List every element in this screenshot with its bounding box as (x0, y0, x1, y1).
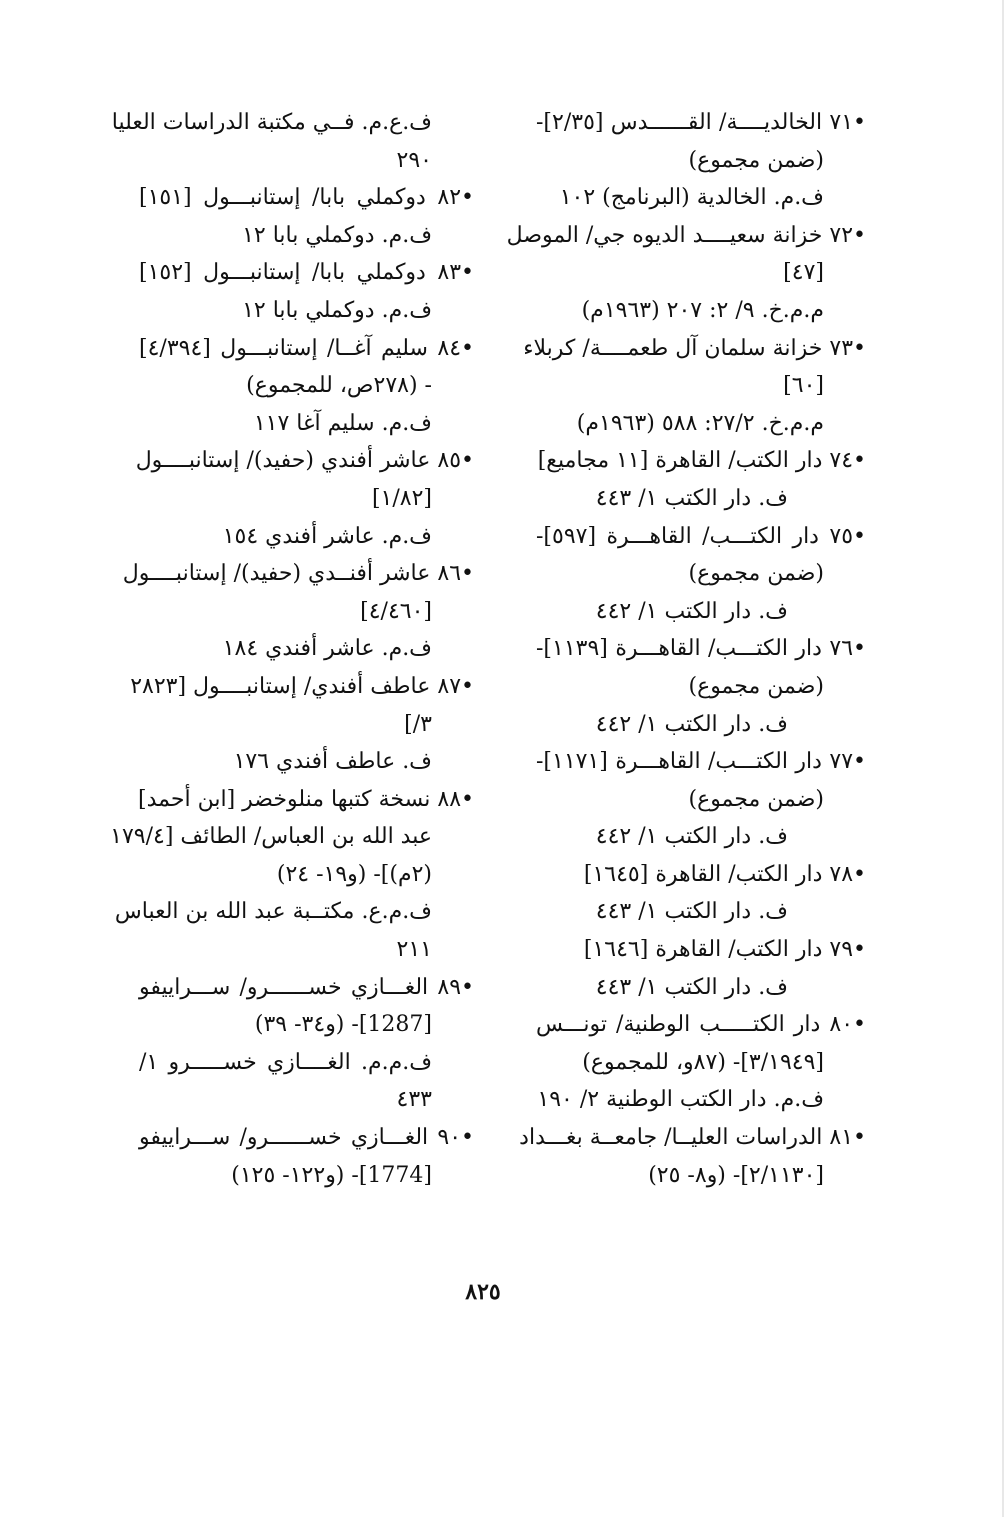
right-column-line: [٦٠] (783, 373, 824, 399)
left-column-line: - (٢٧٨ص، للمجموع) (246, 373, 432, 399)
right-column-line: ف. دار الكتب ١/ ٤٤٣ (595, 899, 788, 925)
left-column-line: (٢م)]- (و١٩- ٢٤) (276, 861, 432, 887)
left-column-line: ٣/] (404, 711, 432, 737)
right-column-line: •٧٤ دار الكتب/ القاهرة [١١ مجاميع] (537, 448, 866, 474)
left-column-line: •٨٨ نسخة كتبها منلوخضر [ابن أحمد] (138, 786, 474, 812)
left-column-line: •٨٧ عاطف أفندي/ إستانبــــول [٢٨٢٣ (130, 673, 474, 699)
right-column-line: •٧١ الخالديــــة/ القــــــدس [٢/٣٥]- (536, 110, 866, 135)
right-column-line: •٨٠ دار الكتـــــب الوطنية/ تونـــس (536, 1012, 866, 1038)
left-column-line: [٤/٤٦٠] (360, 598, 432, 624)
right-column-line: م.م.خ. ٩/ ٢: ٢٠٧ (١٩٦٣م) (581, 297, 824, 323)
left-column-line: عبد الله بن العباس/ الطائف [١٧٩/٤ (110, 824, 432, 850)
right-column-line: ف. دار الكتب ١/ ٤٤٣ (595, 485, 788, 511)
left-column-line: ف.م. عاشر أفندي ١٨٤ (222, 636, 432, 662)
left-column-line: •٨٣ دوكملي بابا/ إستانبـــول [١٥٢] (139, 260, 474, 286)
left-column-line: [1287]- (و٣٤- ٣٩) (254, 1012, 432, 1038)
left-column-line: ٤٣٣ (396, 1087, 432, 1113)
right-column-line: •٧٢ خزانة سعيــــد الديوه جي/ الموصل (506, 222, 866, 248)
scan-edge-shadow (1002, 0, 1004, 1517)
right-column-line: (ضمن مجموع) (688, 147, 824, 173)
right-column-line: [٣/١٩٤٩]- (٨٧و، للمجموع) (582, 1049, 824, 1075)
left-column-line: ف.م. سليم آغا ١١٧ (253, 410, 432, 436)
right-column-line: ف.م. الخالدية (البرنامج) ١٠٢ (559, 185, 824, 211)
right-column-line: (ضمن مجموع) (688, 786, 824, 812)
left-column (110, 104, 474, 1194)
left-column-line: [1774]- (و١٢٢- ١٢٥) (231, 1162, 432, 1188)
left-column-line: ف.م. عاشر أفندي ١٥٤ (222, 523, 432, 549)
right-column-line: •٧٨ دار الكتب/ القاهرة [١٦٤٥] (583, 861, 866, 887)
right-column-line: •٧٩ دار الكتب/ القاهرة [١٦٤٦] (583, 937, 866, 963)
right-column-line: ف. دار الكتب ١/ ٤٤٣ (595, 974, 788, 1000)
left-column-line: •٨٤ سليم آغــا/ إستانبـــول [٤/٣٩٤] (139, 335, 474, 361)
right-column-line: [٢/١١٣٠]- (و٨- ٢٥) (648, 1162, 824, 1188)
right-column-line: •٧٧ دار الكتـــب/ القاهـــرة [١١٧١]- (536, 749, 866, 775)
right-column-line: ف.م. دار الكتب الوطنية ٢/ ١٩٠ (537, 1087, 824, 1113)
left-column-line: [١/٨٢] (371, 485, 432, 511)
left-column-line: ف.م.م. الغــــازي خســـــرو ١/ (139, 1049, 432, 1075)
right-column-line: •٧٦ دار الكتـــب/ القاهـــرة [١١٣٩]- (536, 636, 866, 662)
right-column-line: م.م.خ. ٢٧/٢: ٥٨٨ (١٩٦٣م) (576, 410, 824, 436)
left-column-line: ف.م. دوكملي بابا ١٢ (242, 297, 432, 323)
left-column-line: ف.م. دوكملي بابا ١٢ (242, 222, 432, 248)
right-column-line: ف. دار الكتب ١/ ٤٤٢ (595, 711, 788, 737)
left-column-line: ف. عاطف أفندي ١٧٦ (233, 749, 432, 775)
right-column-line: •٨١ الدراسات العليــا/ جامعــة بغـــداد (519, 1125, 866, 1151)
left-column-line: •٩٠ الغـــازي خســــــرو/ ســـراييفو (139, 1125, 474, 1151)
left-column-line: ف.ع.م. فــي مكتبة الدراسات العليا (111, 110, 432, 135)
right-column-line: ف. دار الكتب ١/ ٤٤٢ (595, 824, 788, 850)
right-column-line: (ضمن مجموع) (688, 561, 824, 587)
page-number: ٨٢٥ (465, 1279, 501, 1305)
right-column-line: [٤٧] (783, 260, 824, 286)
right-column-line: (ضمن مجموع) (688, 673, 824, 699)
left-column-line: •٨٥ عاشر أفندي (حفيد)/ إستانبــــول (135, 448, 474, 474)
right-column (506, 104, 866, 1194)
left-column-line: •٨٩ الغـــازي خســــــرو/ ســـراييفو (139, 974, 474, 1000)
right-column-line: ف. دار الكتب ١/ ٤٤٢ (595, 598, 788, 624)
left-column-line: ف.م.ع. مكتــبة عبد الله بن العباس (114, 899, 432, 925)
left-column-line: ٢٩٠ (396, 147, 432, 173)
right-column-line: •٧٣ خزانة سلمان آل طعمــــة/ كربلاء (523, 335, 866, 361)
left-column-line: ٢١١ (396, 937, 432, 963)
left-column-line: •٨٦ عاشر أفنــدي (حفيد)/ إستانبــــول (122, 561, 474, 587)
left-column-line: •٨٢ دوكملي بابا/ إستانبـــول [١٥١] (139, 185, 474, 211)
right-column-line: •٧٥ دار الكتـــب/ القاهـــرة [٥٩٧]- (536, 523, 866, 549)
